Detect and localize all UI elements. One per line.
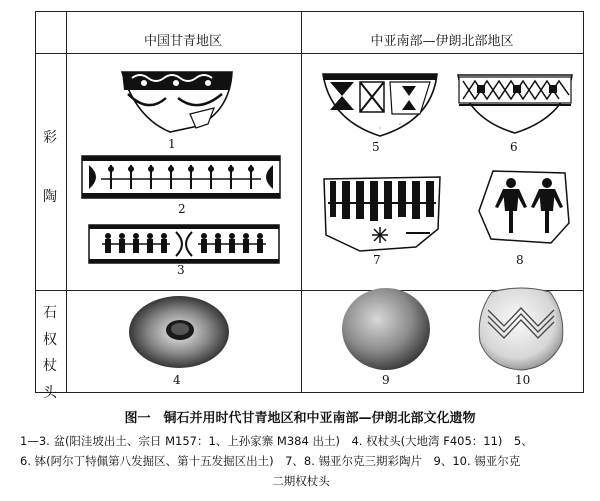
row-label-divider — [66, 12, 67, 392]
figure-note-line: 1—3. 盆(阳洼坡出土、宗日 M157：1、上孙家寨 M384 出土) 4. 权杖头(大地湾 F405：11) 5、 — [20, 434, 533, 448]
artifact-10-mace-head-image — [474, 286, 568, 372]
figure-number-7: 7 — [373, 253, 381, 267]
figure-number-8: 8 — [516, 253, 524, 267]
artifact-1-basin-image — [118, 68, 236, 140]
row-label-char: 权 — [43, 331, 57, 348]
header-divider — [36, 53, 583, 54]
artifact-4-mace-head-image — [126, 292, 232, 370]
artifact-7-sherd-image — [320, 173, 444, 253]
figure-note-line: 二期权杖头 — [272, 474, 330, 488]
region-divider — [301, 12, 302, 392]
artifact-2-basin-image — [81, 155, 281, 199]
artifact-5-bowl-image — [320, 70, 440, 140]
row-label-painted-pottery — [39, 125, 61, 210]
figure-note-line: 6. 钵(阿尔丁特佩第八发掘区、第十五发掘区出土) 7、8. 锡亚尔克三期彩陶片 9、10. 锡亚尔克 — [20, 454, 521, 468]
artifact-3-basin-image — [88, 224, 280, 264]
figure-number-4: 4 — [173, 373, 181, 387]
figure-number-9: 9 — [382, 373, 390, 387]
artifact-9-mace-head-image — [340, 286, 432, 372]
figure-number-10: 10 — [515, 373, 531, 387]
row-label-char: 头 — [43, 384, 57, 401]
figure-number-5: 5 — [372, 140, 380, 154]
figure-number-3: 3 — [177, 263, 185, 277]
row-label-char: 石 — [43, 305, 57, 321]
row-label-char: 杖 — [43, 358, 57, 375]
artifact-6-bowl-image — [455, 71, 575, 137]
figure-number-2: 2 — [178, 202, 186, 216]
figure-number-6: 6 — [510, 140, 518, 154]
artifact-8-sherd-image — [475, 167, 571, 247]
column-header-central-asia: 中亚南部—伊朗北部地区 — [370, 34, 514, 49]
figure-number-1: 1 — [168, 137, 176, 151]
row-label-stone-mace — [39, 300, 61, 406]
row-label-char: 彩 — [43, 130, 57, 146]
row-label-char: 陶 — [43, 188, 57, 205]
figure-caption: 图一 铜石并用时代甘青地区和中亚南部—伊朗北部文化遗物 — [124, 411, 476, 426]
column-header-gansu: 中国甘青地区 — [143, 34, 222, 49]
